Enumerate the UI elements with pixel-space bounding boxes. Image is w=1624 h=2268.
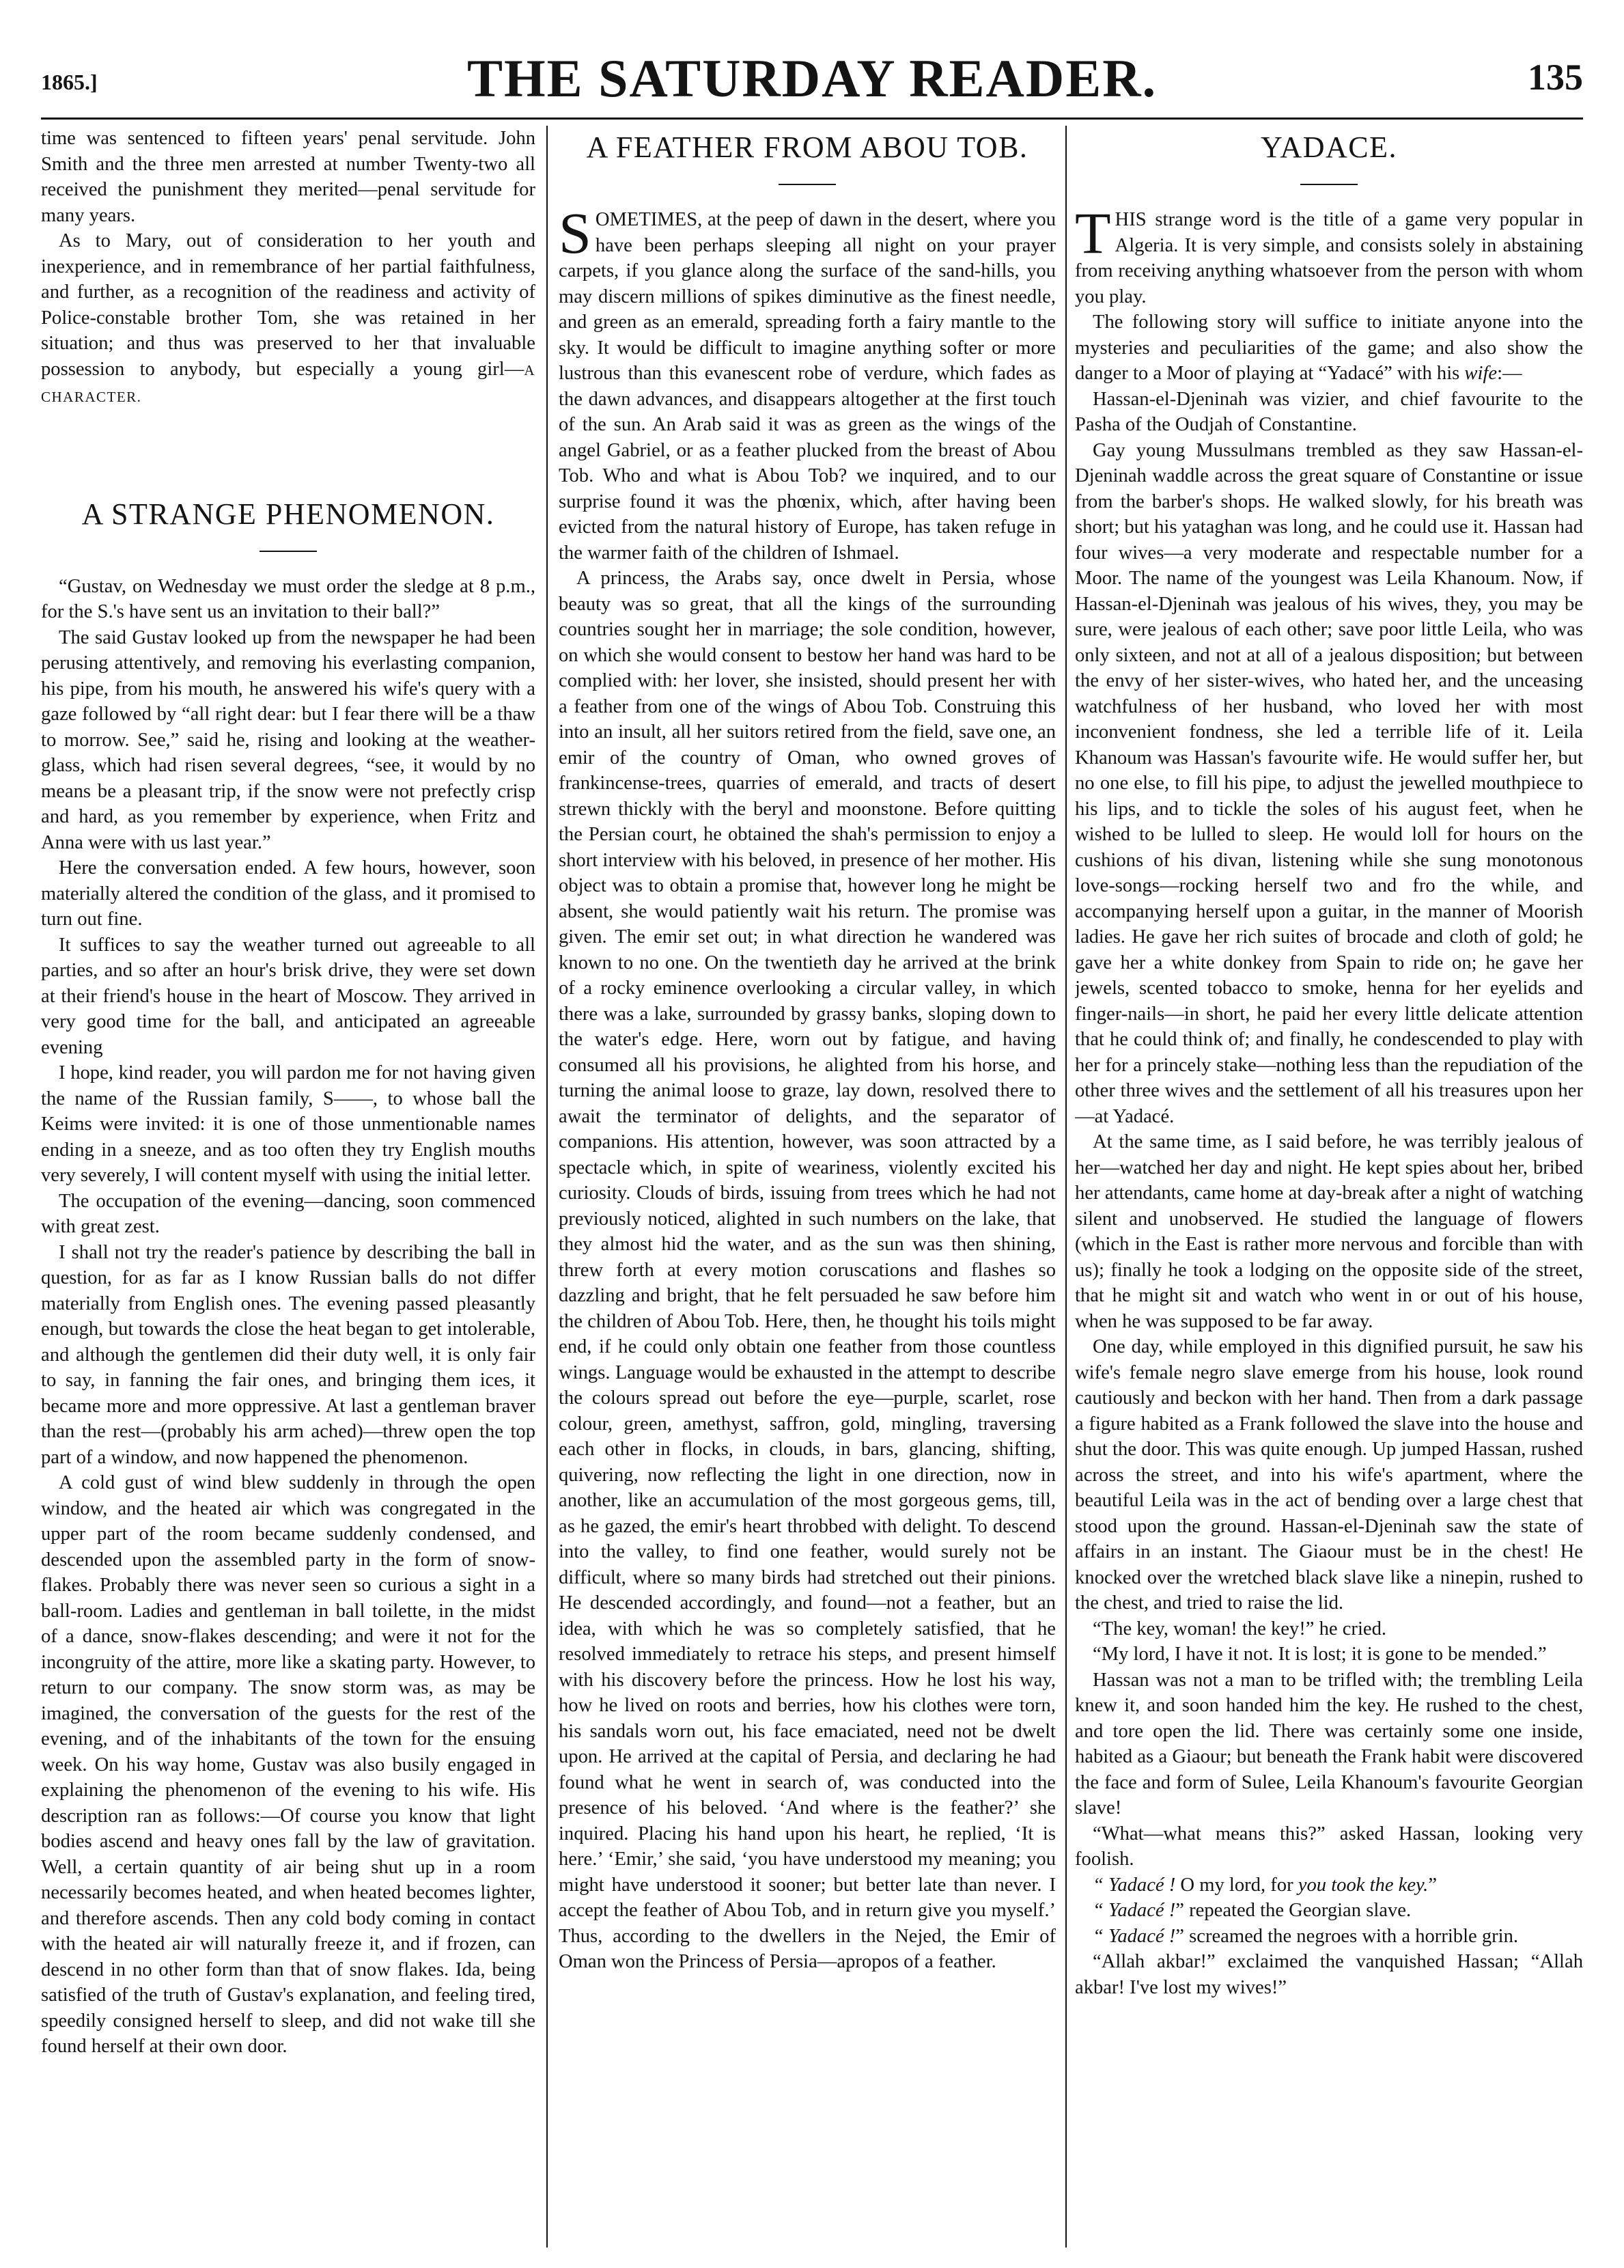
column-divider xyxy=(1065,126,1067,2248)
article-paragraph: A cold gust of wind blew suddenly in through the open window, and the heated air which was congregated in the upper part of the room became suddenly condensed, and descended upon the assembled party in the form of snow-flakes. Probably there was never seen so curious a sight in a ball-room. Ladies and gentleman in ball toilette, in the midst of a dance, snow-flakes descending; and were it not for the incongruity of the attire, more like a skating party. However, to return to our company. The snow storm was, as may be imagined, the conversation of the guests for the rest of the evening, and of the inhabitants of the town for the ensuing week. On his way home, Gustav was also busily engaged in explaining the phenomenon of the evening to his wife. His description ran as follows:—Of course you know that light bodies ascend and heavy ones fall by the law of gravitation. Well, a certain quantity of air being shut up in a room necessarily becomes heated, and when heated becomes lighter, and therefore ascends. Then any cold body coming in contact with the heated air will naturally freeze it, and if frozen, can descend in no other form than that of snow flakes. Ida, being satisfied of the truth of Gustav's explanation, and feeling tired, speedily consigned herself to sleep, and did not wake till she found herself at their own door. xyxy=(41,1472,535,2057)
column-middle xyxy=(559,126,1056,2248)
article-paragraph xyxy=(1075,1924,1583,1950)
article-paragraph: I shall not try the reader's patience by describing the ball in question, for as far as I know Russian balls do not differ materially from English ones. The evening passed pleasantly enough, but towards the close the heat began to get intolerable, and although the gentlemen did their duty well, it is only fair to say, in fanning the fair ones, and bringing them ices, it became more and more oppressive. At last a gentleman braver than the rest—(probably his arm ached)—threw open the top part of a window, and now happened the phenomenon. xyxy=(41,1241,535,1468)
article-paragraph: One day, while employed in this dignified pursuit, he saw his wife's female negro slave emerge from his house, look round cautiously and beckon with her hand. Then from a dark passage a figure habited as a Frank followed the slave into the house and shut the door. This was quite enough. Up jumped Hassan, rushed across the street, and into his wife's apartment, where the beautiful Leila was in the act of bending over a large chest that stood upon the ground. Hassan-el-Djeninah saw the state of affairs in an instant. The Giaour must be in the chest! He knocked over the wretched black slave like a ninepin, rushed to the chest, and tried to raise the lid. xyxy=(1075,1336,1583,1614)
paragraph-text: HIS strange word is the title of a game very popular in Algeria. It is very simple, and consists solely in abstaining from receiving anything whatsoever from the person with whom you play. xyxy=(1075,209,1583,307)
article-paragraph: “The key, woman! the key!” he cried. xyxy=(1093,1618,1387,1640)
article-signature: A CHARACTER. xyxy=(41,361,535,405)
article-paragraph: “Allah akbar!” exclaimed the vanquished Hassan; “Allah akbar! I've lost my wives!” xyxy=(1075,1951,1583,1998)
section-gap xyxy=(41,411,535,493)
article-paragraph: time was sentenced to fifteen years' penal servitude. John Smith and the three men arrested at number Twenty-two all received the punishment they merited—penal servitude for many years. xyxy=(41,128,535,226)
article-paragraph: I hope, kind reader, you will pardon me for not having given the name of the Russian family, S——, to whose ball the Keims were invited: it is one of those unmentionable names ending in a sneeze, and as too often they try English mouths very severely, I will content myself with using the initial letter. xyxy=(41,1062,535,1186)
emphasis-text: “ Yadacé ! xyxy=(1093,1900,1176,1921)
article-paragraph xyxy=(559,200,1056,566)
title-rule xyxy=(260,551,317,552)
article-paragraph: It suffices to say the weather turned out agreeable to all parties, and so after an hour's brisk drive, they were set down at their friend's house in the heart of Moscow. They arrived in very good time for the ball, and anticipated an agreeable evening xyxy=(41,934,535,1058)
article-paragraph: The said Gustav looked up from the newspaper he had been perusing attentively, and removing his everlasting companion, his pipe, from his mouth, he answered his wife's query with a gaze followed by “all right dear: but I fear there will be a thaw to morrow. See,” said he, rising and looking at the weather-glass, which had risen several degrees, “see, it would by no means be a pleasant trip, if the snow were not prefectly crisp and hard, as you remember by experience, when Fritz and Anna were with us last year.” xyxy=(41,626,535,853)
emphasis-text: you took the key. xyxy=(1298,1874,1429,1896)
article-paragraph: Gay young Mussulmans trembled as they saw Hassan-el-Djeninah waddle across the great square of Constantine or issue from the barber's shops. He walked slowly, for his breath was short; but his yataghan was long, and he could use it. Hassan had four wives—a very moderate and respectable number for a Moor. The name of the youngest was Leila Khanoum. Now, if Hassan-el-Djeninah was jealous of his wives, they, you may be sure, were jealous of each other; save poor little Leila, who was only sixteen, and not at all of a jealous disposition; but between the envy of her sister-wives, who hated her, and the unceasing watchfulness of her husband, who loved her with most inconvenient fondness, she led a terrible life of it. Leila Khanoum was Hassan's favourite wife. He would suffer her, but no one else, to fill his pipe, to adjust the jewelled mouthpiece to his lips, and to tickle the soles of his august feet, when he wished to be lulled to sleep. He would loll for hours on the cushions of his divan, listening while she sung monotonous love-songs—rocking herself two and fro the while, and accompanying herself upon a guitar, in the manner of Moorish ladies. He gave her rich suites of brocade and cloth of gold; he gave her a white donkey from Spain to ride on; he gave her jewels, scented tobacco to smoke, henna for her eyelids and finger-nails—in short, he paid her every little delicate attention that he could think of; and finally, he condescended to play with her for a princely stake—nothing less than the repudiation of the other three wives and the settlement of all his treasures upon her—at Yadacé. xyxy=(1075,439,1583,1127)
article-paragraph: “My lord, I have it not. It is lost; it is gone to be mended.” xyxy=(1093,1644,1547,1665)
header-year: 1865.] xyxy=(41,70,98,94)
article-paragraph: Hassan-el-Djeninah was vizier, and chief favourite to the Pasha of the Oudjah of Constantine. xyxy=(1075,388,1583,435)
article-paragraph: At the same time, as I said before, he was terribly jealous of her—watched her day and night. He kept spies about her, bribed her attendants, came home at day-break after a night of watching silent and unobserved. He studied the language of flowers (which in the East is rather more nervous and forcible than with us); finally he took a lodging on the opposite side of the street, that he might sit and watch who went in or out of his house, when he was supposed to be far away. xyxy=(1075,1131,1583,1332)
masthead-title: THE SATURDAY READER. xyxy=(466,49,1158,108)
article-paragraph xyxy=(1075,200,1583,309)
column-left xyxy=(41,126,535,2248)
paragraph-text: OMETIMES, at the peep of dawn in the desert, where you have been perhaps sleeping all night on your prayer carpets, if you glance along the surface of the sand-hills, you may discern millions of spikes diminutive as the finest needle, and green as an emerald, spreading forth a fairy mantle to the sky. It would be difficult to imagine anything softer or more lustrous than this evanescent robe of verdure, which fades as the dawn advances, and disappears altogether at the first touch of the sun. An Arab said it was as green as the wings of the angel Gabriel, or as a feather plucked from the breast of Abou Tob. Who and what is Abou Tob? we inquired, and to our surprise found it was the phœnix, which, after having been evicted from the natural history of Europe, has taken refuge in the warmer faith of the children of Ishmael. xyxy=(559,209,1056,564)
paragraph-text: As to Mary, out of consideration to her youth and inexperience, and in remembrance of her partial faithfulness, and further, as a recognition of the readiness and activity of Police-constable brother Tom, she was retained in her situation; and thus was preserved to her that invaluable possession to anybody, but especially a young girl— xyxy=(41,230,535,380)
page-number: 135 xyxy=(1528,57,1583,98)
paragraph-text: O my lord, for xyxy=(1175,1874,1298,1896)
article-paragraph: “What—what means this?” asked Hassan, looking very foolish. xyxy=(1075,1823,1583,1870)
column-divider xyxy=(546,126,548,2248)
paragraph-text: :— xyxy=(1497,363,1522,384)
article-title: A STRANGE PHENOMENON. xyxy=(81,497,495,531)
page-header xyxy=(41,42,1583,111)
article-paragraph: Hassan was not a man to be trifled with; the trembling Leila knew it, and soon handed him the key. He rushed to the chest, and tore open the lid. There was certainly some one inside, habited as a Giaour; but beneath the Frank habit were discovered the face and form of Sulee, Leila Khanoum's favourite Georgian slave! xyxy=(1075,1669,1583,1818)
article-paragraph xyxy=(1075,309,1583,387)
article-paragraph: Here the conversation ended. A few hours, however, soon materially altered the condition of the glass, and it promised to turn out fine. xyxy=(41,857,535,930)
emphasis-text: “ Yadacé ! xyxy=(1093,1925,1176,1947)
drop-cap: S xyxy=(559,200,591,266)
column-right xyxy=(1075,126,1583,2248)
article-paragraph: A princess, the Arabs say, once dwelt in Persia, whose beauty was so great, that all the kings of the surrounding countries sought her in marriage; the sole condition, however, on which she would consent to bestow her hand was hard to be complied with: her lover, she insisted, should present her with a feather from one of the wings of Abou Tob. Construing this into an insult, all her suitors retired from the field, save one, an emir of the country of Oman, who owned groves of frankincense-trees, quarries of emerald, and tracts of desert strewn thickly with the beryl and moonstone. Before quitting the Persian court, he obtained the shah's permission to enjoy a short interview with his beloved, in presence of her mother. His object was to obtain a promise that, however long he might be absent, she would patiently wait his return. The promise was given. The emir set out; in what direction he wandered was known to no one. On the twentieth day he arrived at the brink of a rocky eminence overlooking a circular valley, in which there was a lake, surrounded by grassy banks, sloping down to the water's edge. Here, worn out by fatigue, and having consumed all his provisions, he alighted from his horse, and turning the animal loose to graze, lay down, resolved there to await the terminator of delights, and the separator of companions. His attention, however, was soon attracted by a spectacle which, in spite of weariness, violently excited his curiosity. Clouds of birds, issuing from trees which he had not previously noticed, alighted in such numbers on the lake, that they almost hid the water, and as the sun was then shining, threw forth at every motion coruscations and flashes so dazzling and bright, that he felt persuaded he saw before him the children of Abou Tob. Here, then, he thought his toils might end, if he could only obtain one feather from those countless wings. Language would be exhausted in the attempt to describe the colours spread out before the eye—purple, scarlet, rose colour, green, amethyst, saffron, gold, mingling, traversing each other in flocks, in clouds, in bars, glancing, shifting, quivering, now reflecting the light in one direction, now in another, like an accumulation of the most gorgeous gems, till, as he gazed, the emir's heart throbbed with delight. To descend into the valley, to find one feather, would surely not be difficult, where so many birds had stretched out their pinions. He descended accordingly, and found—not a feather, but an idea, with which he was so completely satisfied, that he resolved immediately to retrace his steps, and present himself with his discovery before the princess. How he lost his way, how he lived on roots and berries, how his clothes were torn, his sandals worn out, his face emaciated, need not be dwelt upon. He arrived at the capital of Persia, and declaring he had found what he went in search of, was conducted into the presence of his beloved. ‘And where is the feather?’ she inquired. Placing his hand upon his heart, he replied, ‘It is here.’ ‘Emir,’ she said, ‘you have understood my meaning; you might have understood it sooner; but better late than never. I accept the feather of Abou Tob, and in return give you myself.’ Thus, according to the dwellers in the Nejed, the Emir of Oman won the Princess of Persia—apropos of a feather. xyxy=(559,568,1056,1972)
title-rule xyxy=(779,184,836,185)
paragraph-text: ” xyxy=(1428,1874,1438,1896)
header-rule xyxy=(41,117,1583,120)
article-title: YADACE. xyxy=(1261,130,1397,164)
paragraph-text: The following story will suffice to initiate anyone into the mysteries and peculiarities of the game; and also show the danger to a Moor of playing at “Yadacé” with his xyxy=(1075,312,1583,384)
article-paragraph xyxy=(41,228,535,411)
article-paragraph xyxy=(1075,1872,1583,1898)
article-title: A FEATHER FROM ABOU TOB. xyxy=(586,130,1028,164)
title-rule xyxy=(1300,184,1358,185)
drop-cap: T xyxy=(1075,200,1111,266)
article-paragraph: “Gustav, on Wednesday we must order the sledge at 8 p.m., for the S.'s have sent us an invitation to their ball?” xyxy=(41,575,535,622)
emphasis-text: “ Yadacé ! xyxy=(1093,1874,1176,1896)
paragraph-text: ” screamed the negroes with a horrible grin. xyxy=(1175,1925,1519,1947)
paragraph-text: ” repeated the Georgian slave. xyxy=(1175,1900,1412,1921)
article-paragraph: The occupation of the evening—dancing, soon commenced with great zest. xyxy=(41,1190,535,1237)
article-paragraph xyxy=(1075,1898,1583,1924)
emphasis-text: wife xyxy=(1464,363,1498,384)
